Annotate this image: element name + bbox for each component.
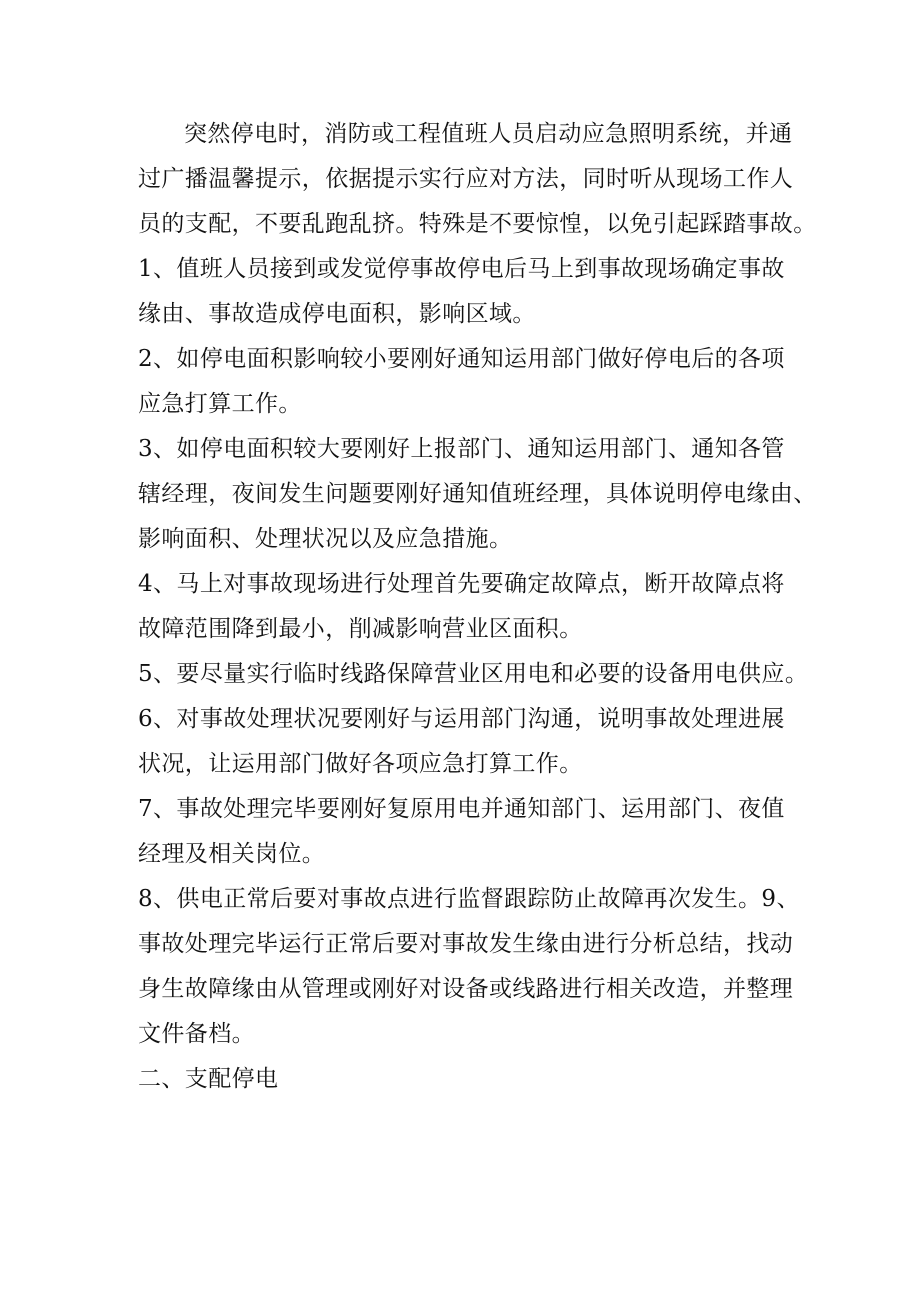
text-line: 1、值班人员接到或发觉停事故停电后马上到事故现场确定事故 <box>138 256 785 282</box>
step-7-paragraph <box>138 787 788 877</box>
text-line: 应急打算工作。 <box>138 391 302 417</box>
text-line: 突然停电时，消防或工程值班人员启动应急照明系统，并通 <box>184 121 793 147</box>
text-line: 6、对事故处理状况要刚好与运用部门沟通，说明事故处理进展 <box>138 706 785 732</box>
text-line: 二、支配停电 <box>138 1066 279 1092</box>
section-heading <box>138 1057 788 1102</box>
text-line: 8、供电正常后要对事故点进行监督跟踪防止故障再次发生。9、 <box>138 886 800 912</box>
step-8-9-paragraph <box>138 877 800 1057</box>
text-line: 员的支配，不要乱跑乱挤。特殊是不要惊惶，以免引起踩踏事故。 <box>138 211 817 237</box>
text-line: 影响面积、处理状况以及应急措施。 <box>138 526 513 552</box>
text-line: 身生故障缘由从管理或刚好对设备或线路进行相关改造，并整理 <box>138 976 794 1002</box>
text-line: 缘由、事故造成停电面积，影响区域。 <box>138 301 536 327</box>
text-line: 故障范围降到最小，削减影响营业区面积。 <box>138 616 583 642</box>
text-line: 经理及相关岗位。 <box>138 841 326 867</box>
text-line: 辖经理，夜间发生问题要刚好通知值班经理，具体说明停电缘由、 <box>138 481 817 507</box>
step-2-paragraph <box>138 337 788 427</box>
text-line: 3、如停电面积较大要刚好上报部门、通知运用部门、通知各管 <box>138 436 785 462</box>
text-line: 7、事故处理完毕要刚好复原用电并通知部门、运用部门、夜值 <box>138 796 785 822</box>
step-1-paragraph <box>138 247 788 337</box>
document-body <box>138 112 817 1102</box>
text-line: 文件备档。 <box>138 1021 255 1047</box>
text-line: 过广播温馨提示，依据提示实行应对方法，同时听从现场工作人 <box>138 166 794 192</box>
step-3-paragraph <box>138 427 817 562</box>
step-4-paragraph <box>138 562 788 652</box>
intro-paragraph <box>138 112 817 247</box>
text-line: 状况，让运用部门做好各项应急打算工作。 <box>138 751 583 777</box>
text-line: 事故处理完毕运行正常后要对事故发生缘由进行分析总结，找动 <box>138 931 794 957</box>
text-line: 4、马上对事故现场进行处理首先要确定故障点，断开故障点将 <box>138 571 785 597</box>
step-6-paragraph <box>138 697 788 787</box>
step-5-paragraph <box>138 652 809 697</box>
text-line: 2、如停电面积影响较小要刚好通知运用部门做好停电后的各项 <box>138 346 785 372</box>
text-line: 5、要尽量实行临时线路保障营业区用电和必要的设备用电供应。 <box>138 661 809 687</box>
